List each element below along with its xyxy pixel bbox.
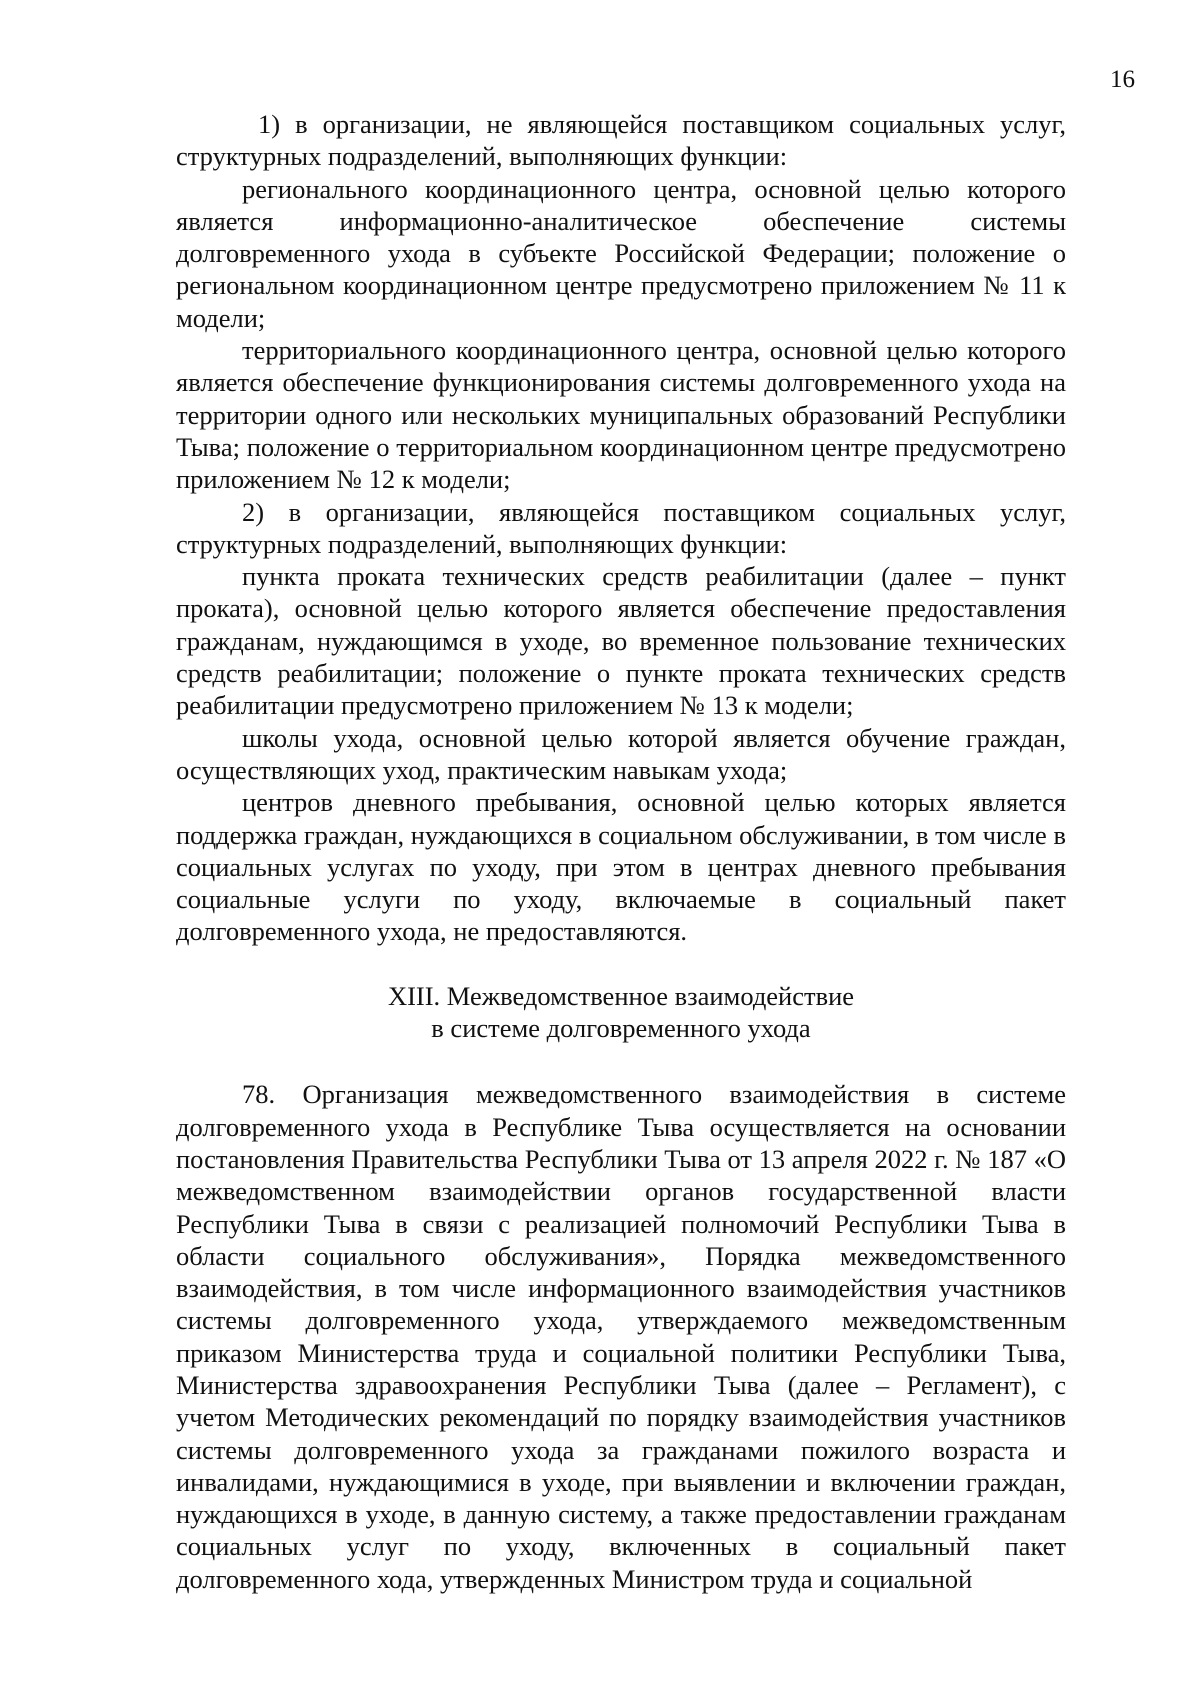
section-heading-line-2: в системе долговременного ухода	[431, 1013, 811, 1044]
section-heading	[176, 980, 1066, 1045]
paragraph: территориального координационного центра, основной целью которого является обеспечение функционирования системы долговременного ухода на территории одного или нескольких муниципальных образований Республики Тыва; положение о территориальном координационном центре предусмотрено приложением № 12 к модели;	[176, 335, 1066, 495]
paragraph: пункта проката технических средств реабилитации (далее – пункт проката), основной целью которого является обеспечение предоставления гражданам, нуждающимся в уходе, во временное пользование технических средств реабилитации; положение о пункте проката технических средств реабилитации предусмотрено приложением № 13 к модели;	[176, 561, 1066, 721]
section-heading-line-1: XIII. Межведомственное взаимодействие	[387, 980, 855, 1011]
section-body	[176, 1078, 1066, 1690]
page-number: 16	[1110, 66, 1135, 93]
paragraph: школы ухода, основной целью которой является обучение граждан, осуществляющих уход, практическим навыкам ухода;	[176, 722, 1066, 785]
paragraph: центров дневного пребывания, основной целью которых является поддержка граждан, нуждающихся в социальном обслуживании, в том числе в социальных услугах по уходу, при этом в центрах дневного пребывания социальные услуги по уходу, включаемые в социальный пакет долговременного ухода, не предоставляются.	[176, 787, 1066, 947]
paragraph: регионального координационного центра, основной целью которого является информационно-аналитическое обеспечение системы долговременного ухода в субъекте Российской Федерации; положение о региональном координационном центре предусмотрено приложением № 11 к модели;	[176, 173, 1066, 333]
paragraph-78: 78. Организация межведомственного взаимодействия в системе долговременного ухода в Республике Тыва осуществляется на основании постановления Правительства Республики Тыва от 13 апреля 2022 г. № 187 «О межведомственном взаимодействии органов государственной власти Республики Тыва в связи с реализацией полномочий Республики Тыва в области социального обслуживания», Порядка межведомственного взаимодействия, в том числе информационного взаимодействия участников системы долговременного ухода, утверждаемого межведомственным приказом Министерства труда и социальной политики Республики Тыва, Министерства здравоохранения Республики Тыва (далее – Регламент), с учетом Методических рекомендаций по порядку взаимодействия участников системы долговременного ухода за гражданами пожилого возраста и инвалидами, нуждающимися в уходе, при выявлении и включении граждан, нуждающихся в уходе, в данную систему, а также предоставлении гражданам социальных услуг по уходу, включенных в социальный пакет долговременного хода, утвержденных Министром труда и социальной	[176, 1079, 1066, 1594]
paragraph: 1) в организации, не являющейся поставщиком социальных услуг, структурных подразделений, выполняющих функции:	[176, 109, 1066, 172]
document-body	[176, 108, 1066, 1690]
paragraph: 2) в организации, являющейся поставщиком социальных услуг, структурных подразделений, выполняющих функции:	[176, 496, 1066, 559]
structural-units-list	[176, 108, 1066, 948]
